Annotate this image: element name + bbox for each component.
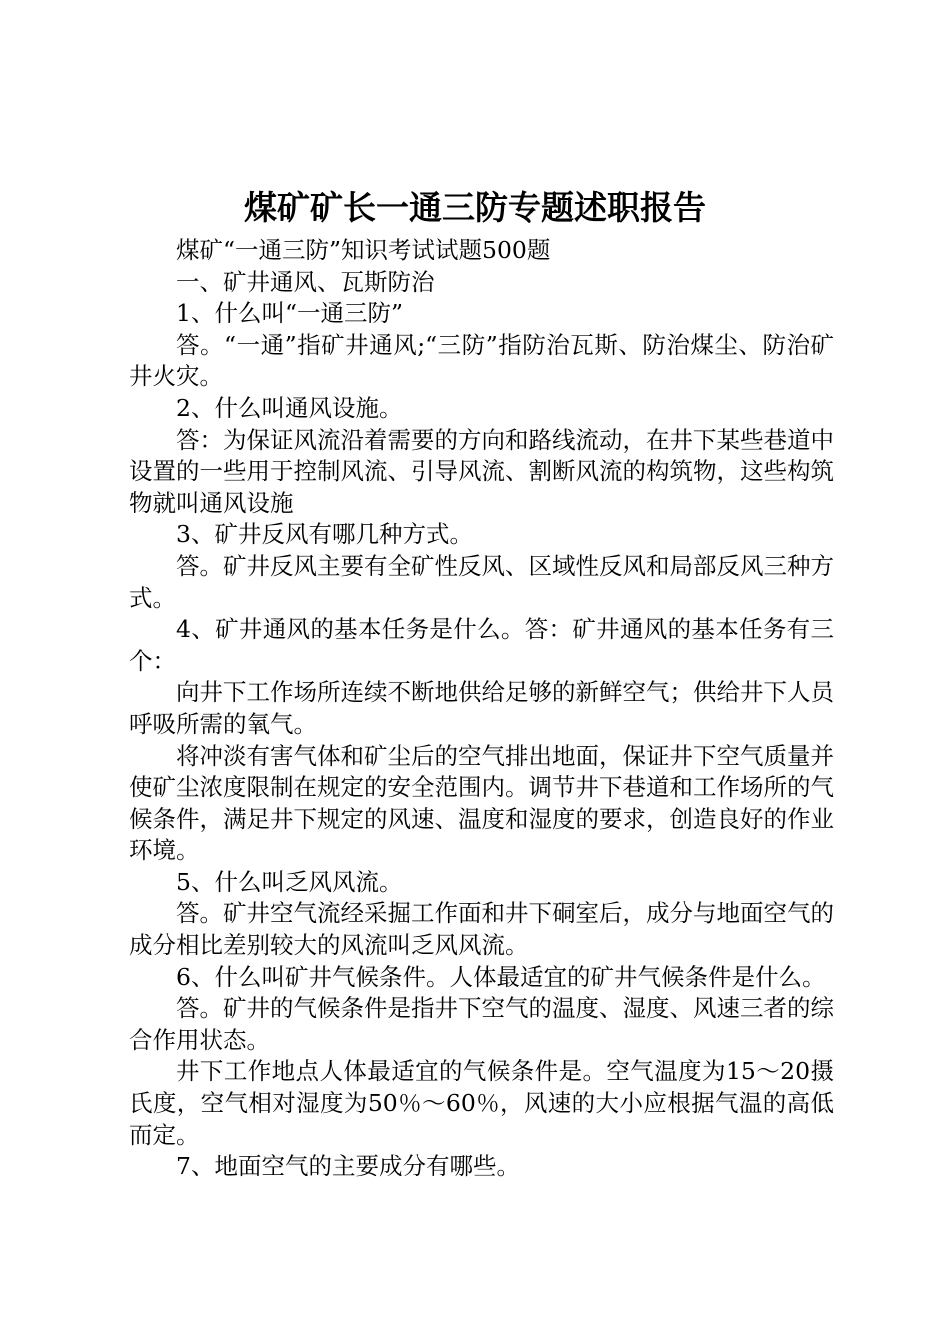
paragraph: 将冲淡有害气体和矿尘后的空气排出地面，保证井下空气质量并使矿尘浓度限制在规定的安全范围内。调节井下巷道和工作场所的气候条件，满足井下规定的风速、温度和湿度的要求，创造良好的作业环境。 (129, 741, 834, 865)
paragraph: 6、什么叫矿井气候条件。人体最适宜的矿井气候条件是什么。 (176, 962, 826, 991)
paragraph: 井下工作地点人体最适宜的气候条件是。空气温度为15～20摄氏度，空气相对湿度为50％～60％，风速的大小应根据气温的高低而定。 (129, 1057, 834, 1149)
paragraph: 答。矿井反风主要有全矿性反风、区域性反风和局部反风三种方式。 (129, 551, 834, 612)
paragraph: 3、矿井反风有哪几种方式。 (176, 520, 473, 549)
paragraph: 答。矿井的气候条件是指井下空气的温度、湿度、风速三者的综合作用状态。 (129, 994, 834, 1054)
paragraph: 答：为保证风流沿着需要的方向和路线流动，在井下某些巷道中设置的一些用于控制风流、引导风流、割断风流的构筑物，这些构筑物就叫通风设施 (129, 425, 834, 517)
paragraph: 7、地面空气的主要成分有哪些。 (176, 1152, 520, 1181)
paragraph: 煤矿“一通三防”知识考试试题500题 (176, 236, 551, 264)
paragraph: 5、什么叫乏风风流。 (176, 867, 403, 896)
paragraph: 答。矿井空气流经采掘工作面和井下硐室后，成分与地面空气的成分相比差别较大的风流叫乏风风流。 (129, 899, 834, 960)
paragraph: 4、矿井通风的基本任务是什么。答：矿井通风的基本任务有三个： (129, 615, 834, 675)
paragraph: 1、什么叫“一通三防” (176, 299, 403, 328)
document-body (129, 235, 834, 1183)
document-title: 煤矿矿长一通三防专题述职报告 (244, 188, 706, 227)
paragraph: 答。“一通”指矿井通风;“三防”指防治瓦斯、防治煤尘、防治矿井火灾。 (129, 330, 834, 391)
paragraph: 向井下工作场所连续不断地供给足够的新鲜空气；供给井下人员呼吸所需的氧气。 (129, 678, 834, 738)
paragraph: 一、矿井通风、瓦斯防治 (176, 267, 435, 296)
paragraph: 2、什么叫通风设施。 (176, 393, 403, 422)
